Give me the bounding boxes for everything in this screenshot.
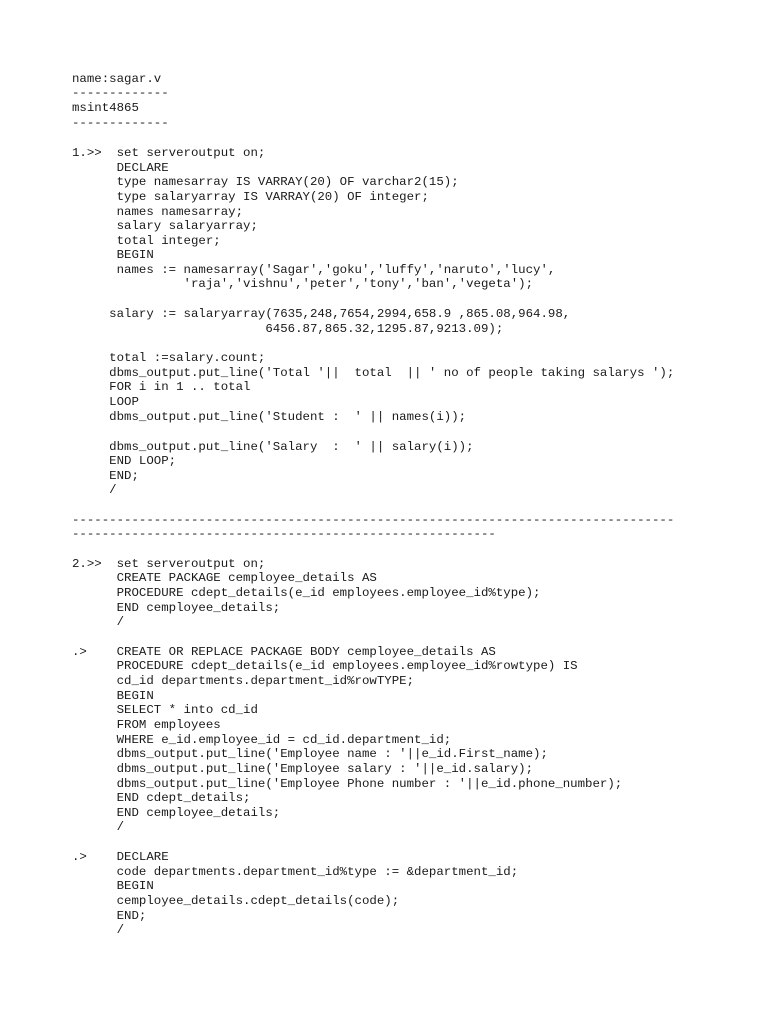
code-line: .> CREATE OR REPLACE PACKAGE BODY cemployee_details AS xyxy=(72,645,496,659)
section-divider: --------------------------------------------------------------------------------- xyxy=(72,513,675,527)
student-id-line: msint4865 xyxy=(72,101,139,115)
code-line: FROM employees xyxy=(72,718,221,732)
code-line: END; xyxy=(72,469,139,483)
code-line: END cemployee_details; xyxy=(72,601,281,615)
code-line: END cemployee_details; xyxy=(72,806,281,820)
code-line: .> DECLARE xyxy=(72,850,169,864)
code-line: END; xyxy=(72,909,147,923)
code-line: total integer; xyxy=(72,234,221,248)
code-line: 2.>> set serveroutput on; xyxy=(72,557,266,571)
section-divider: --------------------------------------------------------- xyxy=(72,527,496,541)
code-line: END LOOP; xyxy=(72,454,177,468)
code-line: BEGIN xyxy=(72,879,154,893)
code-line: DECLARE xyxy=(72,161,169,175)
code-line: names namesarray; xyxy=(72,205,244,219)
code-line: / xyxy=(72,820,125,834)
code-line: dbms_output.put_line('Salary : ' || salary(i)); xyxy=(72,440,474,454)
code-line: dbms_output.put_line('Employee Phone number : '||e_id.phone_number); xyxy=(72,777,623,791)
code-line: dbms_output.put_line('Total '|| total || ' no of people taking salarys '); xyxy=(72,366,675,380)
code-line: LOOP xyxy=(72,395,139,409)
code-line: dbms_output.put_line('Student : ' || names(i)); xyxy=(72,410,467,424)
code-line: 'raja','vishnu','peter','tony','ban','vegeta'); xyxy=(72,277,534,291)
code-line: dbms_output.put_line('Employee name : '||e_id.First_name); xyxy=(72,747,548,761)
code-line: / xyxy=(72,483,117,497)
code-line: BEGIN xyxy=(72,689,154,703)
code-line: dbms_output.put_line('Employee salary : '||e_id.salary); xyxy=(72,762,534,776)
separator-line: ------------- xyxy=(72,86,169,100)
code-line: salary := salaryarray(7635,248,7654,2994,658.9 ,865.08,964.98, xyxy=(72,307,571,321)
code-line: type salaryarray IS VARRAY(20) OF integer; xyxy=(72,190,429,204)
code-line: FOR i in 1 .. total xyxy=(72,380,251,394)
code-line: 6456.87,865.32,1295.87,9213.09); xyxy=(72,322,504,336)
author-name-line: name:sagar.v xyxy=(72,72,162,86)
code-line: END cdept_details; xyxy=(72,791,251,805)
code-line: cemployee_details.cdept_details(code); xyxy=(72,894,400,908)
code-line: cd_id departments.department_id%rowTYPE; xyxy=(72,674,415,688)
code-line: WHERE e_id.employee_id = cd_id.department_id; xyxy=(72,733,452,747)
code-line: PROCEDURE cdept_details(e_id employees.employee_id%type); xyxy=(72,586,541,600)
code-line: / xyxy=(72,923,125,937)
code-line: SELECT * into cd_id xyxy=(72,703,258,717)
code-line: names := namesarray('Sagar','goku','luffy','naruto','lucy', xyxy=(72,263,556,277)
code-line: salary salaryarray; xyxy=(72,219,258,233)
code-line: code departments.department_id%type := &department_id; xyxy=(72,865,519,879)
code-line: BEGIN xyxy=(72,248,154,262)
code-line: type namesarray IS VARRAY(20) OF varchar2(15); xyxy=(72,175,459,189)
code-line: total :=salary.count; xyxy=(72,351,266,365)
code-line: 1.>> set serveroutput on; xyxy=(72,146,266,160)
separator-line: ------------- xyxy=(72,116,169,130)
code-line: PROCEDURE cdept_details(e_id employees.employee_id%rowtype) IS xyxy=(72,659,578,673)
code-line: CREATE PACKAGE cemployee_details AS xyxy=(72,571,377,585)
code-line: / xyxy=(72,615,125,629)
